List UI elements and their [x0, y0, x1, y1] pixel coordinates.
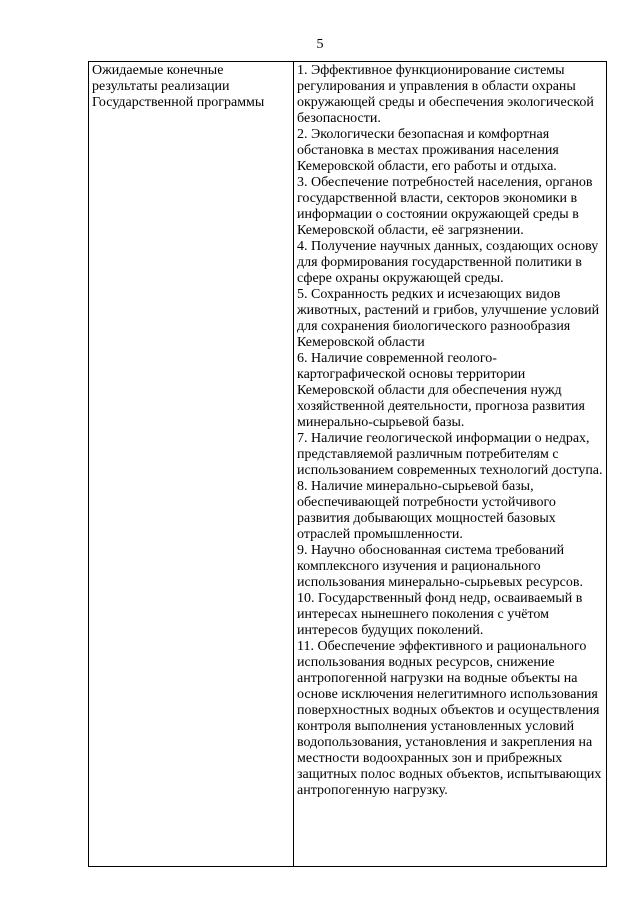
result-item-10: 10. Государственный фонд недр, осваиваемый в интересах нынешнего поколения с учётом интересов будущих поколений.	[297, 591, 583, 638]
result-item-2: 2. Экологически безопасная и комфортная обстановка в местах проживания населения Кемеровской области, его работы и отдыха.	[297, 127, 559, 174]
table-row	[89, 62, 607, 867]
result-item-3: 3. Обеспечение потребностей населения, органов государственной власти, секторов экономики в информации о состоянии окружающей среды в Кемеровской области, её загрязнении.	[297, 175, 593, 238]
result-item-11: 11. Обеспечение эффективного и рационального использования водных ресурсов, снижение антропогенной нагрузки на водные объекты на основе исключения нелегитимного использования поверхностных водных объектов и осуществления контроля выполнения установленных условий водопользования, установления и закрепления на местности водоохранных зон и прибрежных защитных полос водных объектов, испытывающих антропогенную нагрузку.	[297, 639, 602, 798]
result-item-4: 4. Получение научных данных, создающих основу для формирования государственной политики в сфере охраны окружающей среды.	[297, 239, 599, 286]
right-cell	[294, 62, 607, 867]
result-item-1: 1. Эффективное функционирование системы регулирования и управления в области охраны окружающей среды и обеспечения экологической безопасности.	[297, 63, 594, 126]
result-item-9: 9. Научно обоснованная система требований комплексного изучения и рационального использования минерально-сырьевых ресурсов.	[297, 543, 583, 590]
result-item-8: 8. Наличие минерально-сырьевой базы, обеспечивающей потребности устойчивого развития добывающих мощностей базовых отраслей промышленности.	[297, 479, 556, 542]
page-number: 5	[316, 37, 324, 52]
result-item-7: 7. Наличие геологической информации о недрах, представляемой различным потребителям с использованием современных технологий доступа.	[297, 431, 603, 478]
result-item-5: 5. Сохранность редких и исчезающих видов животных, растений и грибов, улучшение условий для сохранения биологического разнообразия Кемеровской области	[297, 287, 600, 350]
results-table	[88, 61, 607, 867]
expected-results-label: Ожидаемые конечные результаты реализации Государственной программы	[92, 63, 265, 110]
result-item-6: 6. Наличие современной геолого-картографической основы территории Кемеровской области для обеспечения нужд хозяйственной деятельности, прогноза развития минерально-сырьевой базы.	[297, 351, 585, 430]
left-cell	[89, 62, 294, 867]
